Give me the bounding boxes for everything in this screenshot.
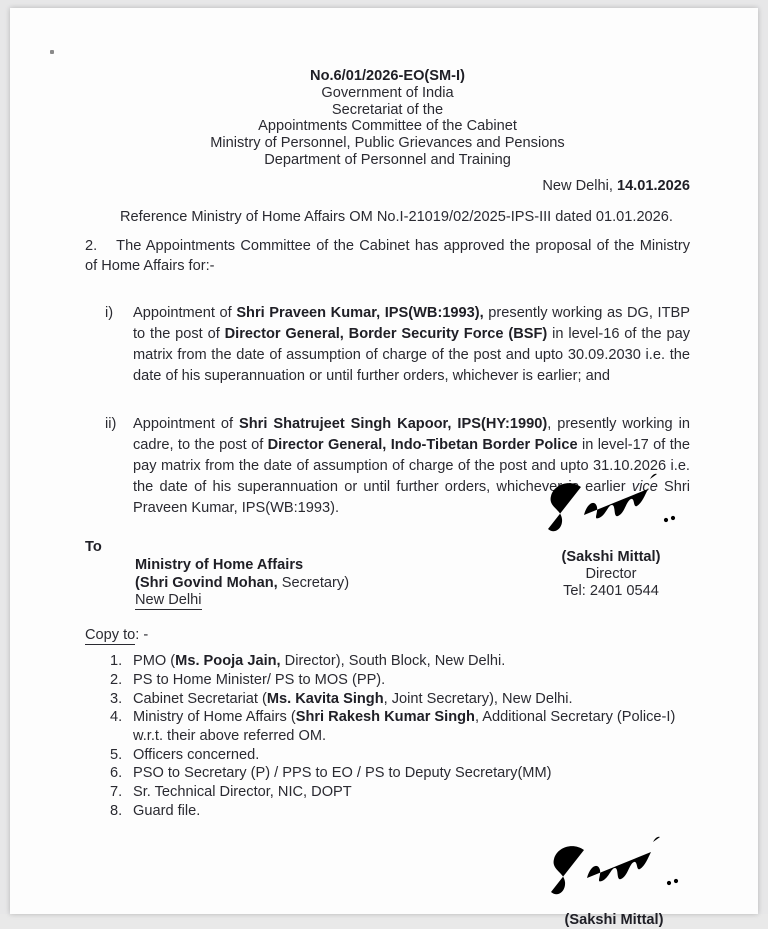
file-number: No.6/01/2026-EO(SM-I) — [310, 68, 465, 84]
letterhead-line-ministry: Ministry of Personnel, Public Grievances and Pensions — [210, 135, 565, 152]
item-text-i — [133, 303, 690, 387]
to-label: To — [85, 538, 102, 555]
item-i-post-name: Director General, Border Security Force (BSF) — [224, 325, 548, 342]
footer-signatory-name: (Sakshi Mittal) — [564, 912, 664, 928]
letterhead-line-dopt: Department of Personnel and Training — [264, 151, 511, 168]
item-i-seg: Appointment of — [133, 304, 237, 321]
item-i-seg: in level-16 of the pay matrix from the date of assumption of charge of the post and upto 30.09.2030 i.e. the date of his superannuation or until further orders, whichever is earlier; and — [133, 325, 690, 384]
copy-to-label: Copy to — [85, 627, 136, 644]
signatory-telephone: Tel: 2401 0544 — [563, 583, 659, 599]
copy-item-6: 6. PSO to Secretary (P) / PPS to EO / PS to Deputy Secretary(MM) — [110, 765, 552, 782]
copy-item-1: 1. PMO (Ms. Pooja Jain, Director), South Block, New Delhi. — [110, 653, 506, 670]
reference-line: Reference Ministry of Home Affairs OM No.I-21019/02/2025-IPS-III dated 01.01.2026. — [120, 208, 673, 225]
copy-distribution-list — [85, 652, 690, 820]
copy-item-7: 7. Sr. Technical Director, NIC, DOPT — [110, 784, 352, 801]
copy-item-5: 5. Officers concerned. — [110, 746, 260, 763]
letterhead-line-acc: Appointments Committee of the Cabinet — [258, 118, 517, 135]
item-ii-seg: , presently working in cadre, to the post of — [133, 415, 690, 453]
copy-item-3: 3. Cabinet Secretariat (Ms. Kavita Singh, Joint Secretary), New Delhi. — [110, 690, 573, 707]
copy-to-heading — [85, 625, 690, 645]
addressee-organisation: Ministry of Home Affairs — [135, 556, 304, 573]
item-ii-officer-name: Shri Shatrujeet Singh Kapoor, IPS(HY:1990) — [239, 415, 548, 432]
item-marker-ii: ii) — [105, 415, 117, 432]
document-page — [10, 8, 758, 928]
item-ii-post-name: Director General, Indo-Tibetan Border Police — [267, 436, 578, 453]
date-line — [85, 176, 690, 196]
letterhead-line-secretariat: Secretariat of the — [331, 101, 444, 118]
item-i-seg: presently working as DG, ITBP to the post of — [133, 304, 690, 342]
item-ii-seg: Appointment of — [133, 415, 240, 432]
paragraph-text: The Appointments Committee of the Cabinet has approved the proposal of the Ministry of Home Affairs for:- — [85, 237, 690, 274]
item-i-officer-name: Shri Praveen Kumar, IPS(WB:1993), — [236, 304, 484, 321]
copy-item-2: 2. PS to Home Minister/ PS to MOS (PP). — [110, 671, 386, 688]
addressee-contact-name: (Shri Govind Mohan, — [135, 574, 278, 591]
signatory-name: (Sakshi Mittal) — [561, 549, 661, 565]
copy-to-suffix: : - — [135, 627, 149, 644]
place-text: New Delhi, — [542, 177, 617, 194]
item-ii-vice-word: vice — [631, 478, 658, 495]
letterhead — [85, 68, 690, 169]
copy-item-8: 8. Guard file. — [110, 802, 201, 819]
letterhead-line-govt: Government of India — [321, 84, 454, 101]
paragraph-2 — [85, 236, 690, 276]
addressee-city: New Delhi — [135, 592, 202, 609]
signature-block-footer — [532, 826, 696, 929]
item-marker-i: i) — [105, 304, 114, 321]
handwritten-signature-icon — [536, 463, 686, 547]
signatory-title: Director — [585, 566, 637, 582]
signature-block-main — [522, 463, 700, 600]
copy-item-4: 4. Ministry of Home Affairs (Shri Rakesh Kumar Singh, Additional Secretary (Police-I) w.r.t. their above referred OM. — [110, 709, 676, 744]
paragraph-number: 2. — [85, 237, 98, 254]
scan-speck — [50, 50, 54, 54]
item-ii-seg: Shri Praveen Kumar, IPS(WB:1993). — [133, 478, 690, 516]
handwritten-signature-icon — [539, 826, 689, 910]
addressee-contact-designation: Secretary) — [277, 574, 350, 591]
item-ii-seg: in level-17 of the pay matrix from the date of assumption of charge of the post and upto 31.10.2026 i.e. the date of his superannuation or until further orders, whichever is earlier — [133, 436, 690, 495]
approval-item-i — [105, 303, 690, 387]
date-value: 14.01.2026 — [616, 177, 690, 194]
